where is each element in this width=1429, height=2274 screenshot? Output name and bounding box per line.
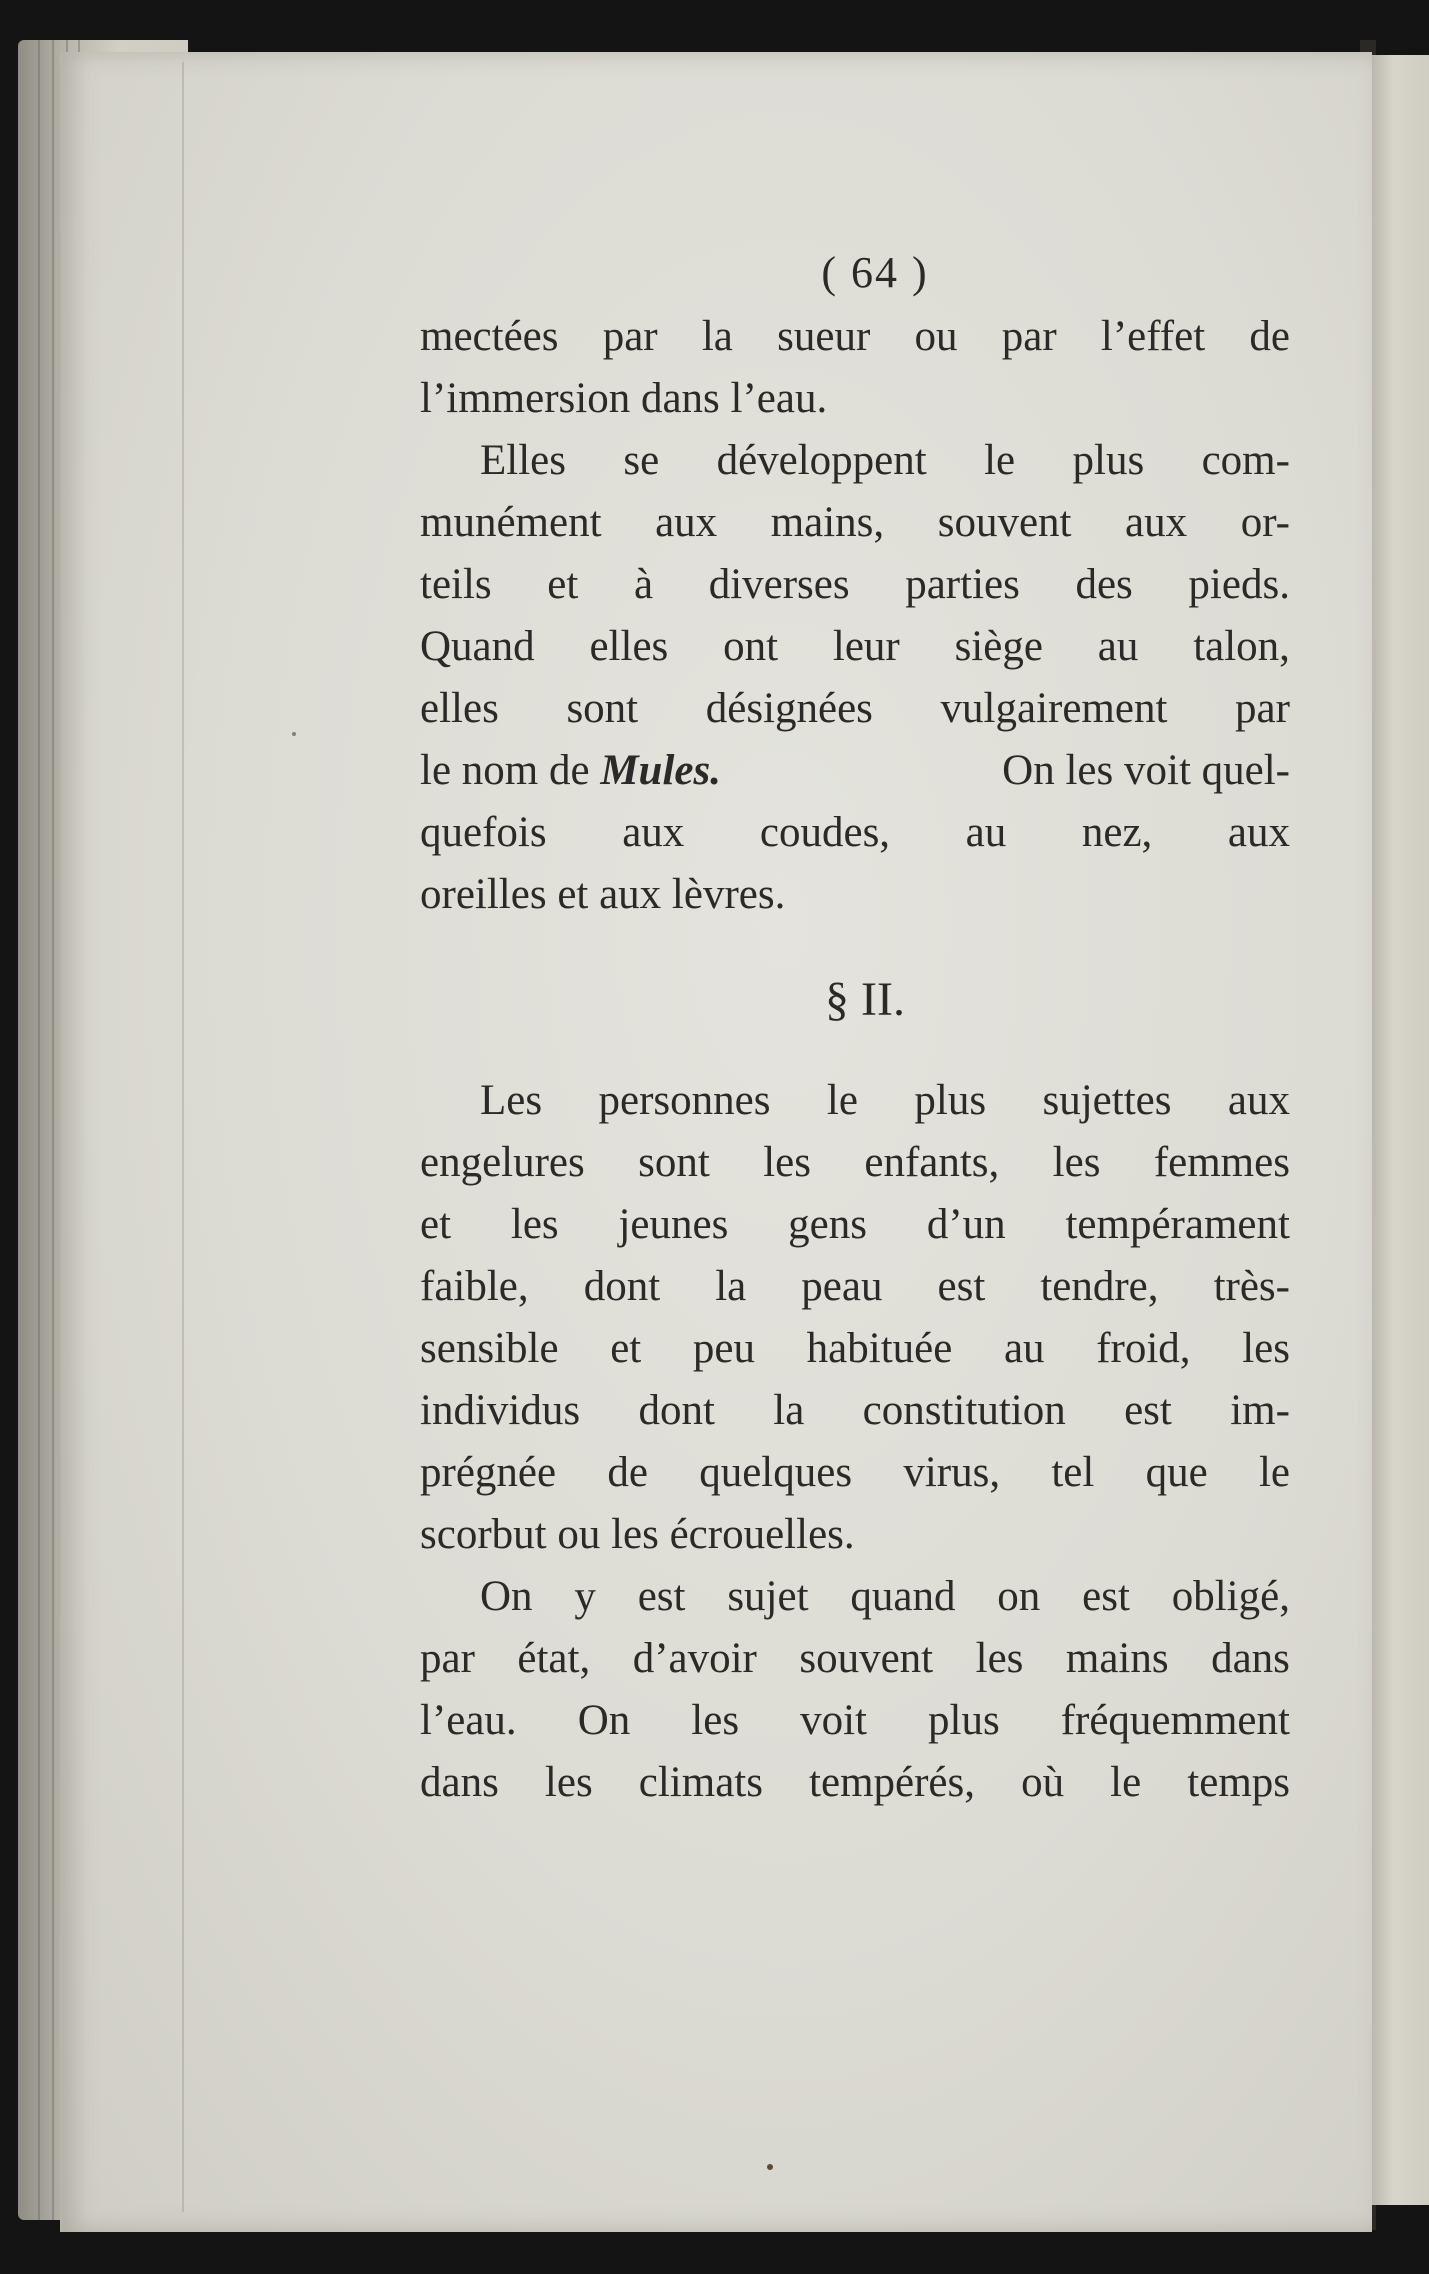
word: froid,: [1096, 1325, 1191, 1372]
text-line: [420, 430, 1290, 492]
word: enfants,: [864, 1139, 1000, 1186]
word: le: [826, 1077, 858, 1124]
word: les: [975, 1635, 1024, 1682]
next-page-edge: [1370, 55, 1429, 2205]
word: sensible: [420, 1325, 559, 1372]
word: tendre,: [1040, 1263, 1159, 1310]
text-line: [420, 1442, 1290, 1504]
text-line: [420, 1566, 1290, 1628]
text-line: [420, 1318, 1290, 1380]
word: souvent: [937, 499, 1072, 546]
word: com-: [1201, 437, 1290, 484]
text-line: [420, 1752, 1290, 1814]
word: les: [544, 1759, 593, 1806]
word: parties: [905, 561, 1020, 608]
word: les: [763, 1139, 811, 1186]
word: aux: [622, 809, 685, 856]
word: prégnée: [420, 1449, 557, 1496]
word: la: [715, 1263, 747, 1310]
text-line: l’immersion dans l’eau.: [420, 375, 828, 422]
text-line-with-italic: [420, 740, 1290, 802]
word: voit: [800, 1697, 867, 1744]
word: souvent: [799, 1635, 934, 1682]
word: sont: [566, 685, 639, 732]
word: Quand: [420, 623, 535, 670]
text-line: [420, 1628, 1290, 1690]
word: sueur: [777, 313, 871, 360]
word: personnes: [598, 1077, 771, 1124]
word: le: [1258, 1449, 1290, 1496]
word: habituée: [806, 1325, 953, 1372]
word: le: [1110, 1759, 1142, 1806]
word: leur: [832, 623, 900, 670]
word: mectées: [420, 313, 559, 360]
word: or-: [1240, 499, 1290, 546]
word: diverses: [708, 561, 850, 608]
word: temps: [1187, 1759, 1290, 1806]
word: ont: [723, 623, 779, 670]
word: sont: [638, 1139, 710, 1186]
word: la: [773, 1387, 805, 1434]
word: par: [1235, 685, 1290, 732]
word: très-: [1213, 1263, 1290, 1310]
word: femmes: [1153, 1139, 1290, 1186]
word: d’un: [926, 1201, 1006, 1248]
word: obligé,: [1171, 1573, 1290, 1620]
page-crease: [182, 62, 184, 2212]
word: par: [420, 1635, 475, 1682]
word: se: [623, 437, 660, 484]
word: Les: [480, 1077, 543, 1124]
text-line: [420, 492, 1290, 554]
word: mains,: [770, 499, 885, 546]
word: aux: [1227, 1077, 1290, 1124]
word: aux: [655, 499, 718, 546]
text-line: [420, 1194, 1290, 1256]
word: virus,: [903, 1449, 1001, 1496]
word: engelures: [420, 1139, 585, 1186]
ink-speck: [292, 732, 296, 736]
word: jeunes: [618, 1201, 729, 1248]
word: est: [1082, 1573, 1130, 1620]
word: au: [965, 809, 1007, 856]
word: où: [1021, 1759, 1065, 1806]
word: individus: [420, 1387, 581, 1434]
section-heading: § II.: [825, 973, 905, 1026]
word: peau: [801, 1263, 883, 1310]
word: par: [602, 313, 658, 360]
text-segment: On les voit quel-: [991, 747, 1290, 794]
page-text: [420, 240, 1290, 1814]
word: les: [691, 1697, 740, 1744]
word: des: [1075, 561, 1133, 608]
word: ou: [914, 313, 958, 360]
text-line: [420, 678, 1290, 740]
word: et: [610, 1325, 642, 1372]
word: les: [1242, 1325, 1290, 1372]
word: état,: [517, 1635, 591, 1682]
word: désignées: [705, 685, 873, 732]
text-line: [420, 1690, 1290, 1752]
italic-term: Mules.: [600, 747, 721, 794]
word: au: [1003, 1325, 1045, 1372]
word: tempérés,: [809, 1759, 975, 1806]
word: aux: [1125, 499, 1188, 546]
word: plus: [928, 1697, 1000, 1744]
word: les: [510, 1201, 559, 1248]
text-line: [420, 306, 1290, 368]
text-line: scorbut ou les écrouelles.: [420, 1511, 855, 1558]
word: à: [633, 561, 654, 608]
word: On: [577, 1697, 631, 1744]
word: im-: [1230, 1387, 1290, 1434]
page-number: ( 64 ): [821, 248, 929, 297]
text-segment: le nom de: [420, 747, 601, 794]
word: est: [637, 1573, 686, 1620]
text-line: [420, 1132, 1290, 1194]
text-line: oreilles et aux lèvres.: [420, 871, 786, 918]
word: Elles: [480, 437, 566, 484]
word: dans: [1211, 1635, 1290, 1682]
word: tempérament: [1065, 1201, 1290, 1248]
word: plus: [914, 1077, 987, 1124]
word: quefois: [420, 809, 547, 856]
word: teils: [420, 561, 492, 608]
text-line: [420, 616, 1290, 678]
word: coudes,: [759, 809, 891, 856]
word: munément: [420, 499, 602, 546]
ink-speck: [767, 2164, 773, 2170]
word: et: [547, 561, 579, 608]
word: mains: [1065, 1635, 1169, 1682]
word: sujet: [727, 1573, 809, 1620]
text-line: [420, 1256, 1290, 1318]
text-line: [420, 554, 1290, 616]
word: siège: [954, 623, 1043, 670]
word: tel: [1051, 1449, 1095, 1496]
word: pieds.: [1188, 561, 1290, 608]
word: dans: [420, 1759, 499, 1806]
word: le: [984, 437, 1016, 484]
word: vulgairement: [940, 685, 1168, 732]
word: les: [1052, 1139, 1101, 1186]
word: nez,: [1081, 809, 1153, 856]
word: de: [1249, 313, 1290, 360]
word: dont: [583, 1263, 661, 1310]
word: aux: [1227, 809, 1290, 856]
word: climats: [638, 1759, 763, 1806]
word: constitution: [862, 1387, 1066, 1434]
word: développent: [716, 437, 927, 484]
word: la: [701, 313, 733, 360]
word: quelques: [699, 1449, 853, 1496]
word: et: [420, 1201, 452, 1248]
word: de: [607, 1449, 648, 1496]
word: par: [1001, 313, 1057, 360]
word: d’avoir: [632, 1635, 757, 1682]
word: talon,: [1193, 623, 1290, 670]
word: au: [1097, 623, 1139, 670]
word: l’eau.: [420, 1697, 517, 1744]
text-line: [420, 1380, 1290, 1442]
word: est: [937, 1263, 986, 1310]
word: l’effet: [1100, 313, 1206, 360]
word: gens: [788, 1201, 867, 1248]
word: on: [997, 1573, 1041, 1620]
word: est: [1124, 1387, 1172, 1434]
word: peu: [692, 1325, 755, 1372]
word: elles: [589, 623, 669, 670]
word: plus: [1072, 437, 1145, 484]
word: que: [1145, 1449, 1208, 1496]
word: y: [574, 1573, 596, 1620]
word: quand: [850, 1573, 956, 1620]
word: fréquemment: [1060, 1697, 1290, 1744]
word: dont: [638, 1387, 715, 1434]
word: elles: [420, 685, 499, 732]
word: On: [480, 1573, 533, 1620]
word: sujettes: [1042, 1077, 1172, 1124]
word: faible,: [420, 1263, 529, 1310]
text-line: [420, 802, 1290, 864]
text-line: [420, 1070, 1290, 1132]
